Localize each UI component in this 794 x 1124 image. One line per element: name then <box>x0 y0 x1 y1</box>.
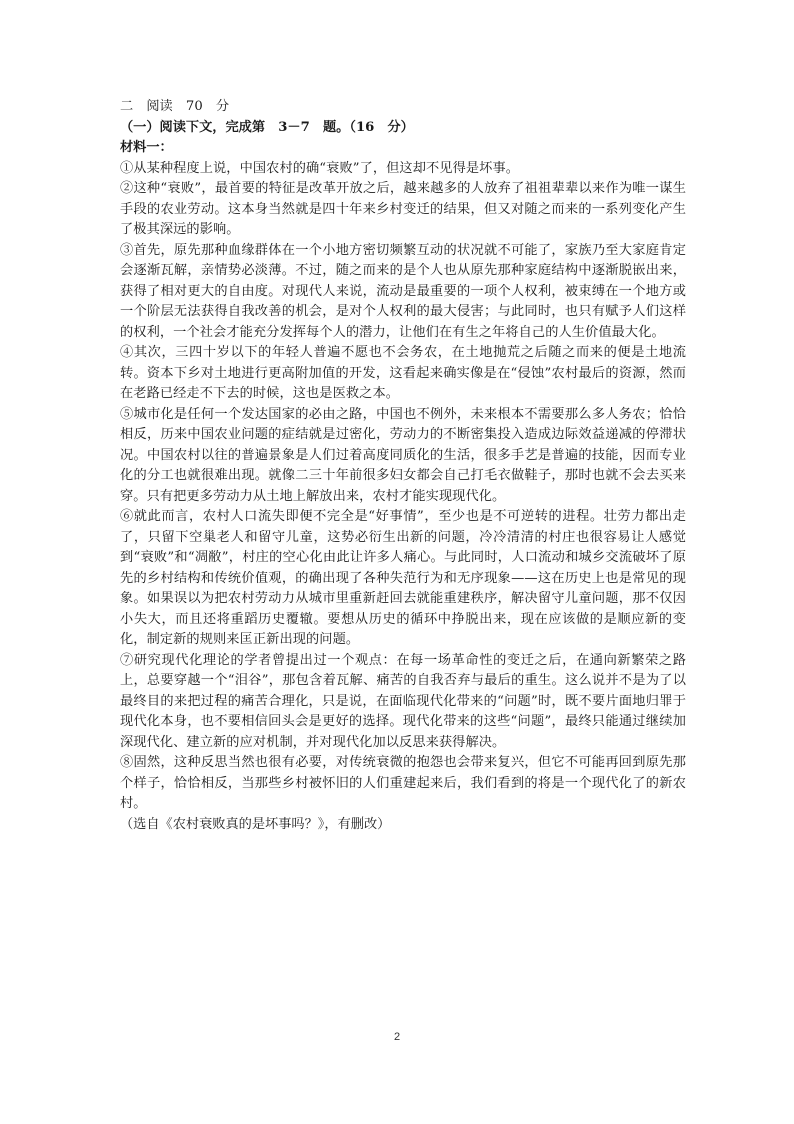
page-number: 2 <box>393 1031 401 1043</box>
paragraph-4: ④其次，三四十岁以下的年轻人普遍不愿也不会务农，在土地抛荒之后随之而来的便是土地流转。资本下乡对土地进行更高附加值的开发，这看起来确实像是在“侵蚀”农村最后的资源，然而在老路已经走不下去的时候，这也是医救之本。 <box>120 345 686 401</box>
paragraph-5: ⑤城市化是任何一个发达国家的必由之路，中国也不例外，未来根本不需要那么多人务农；恰恰相反，历来中国农业问题的症结就是过密化，劳动力的不断密集投入造成边际效益递减的停滞状况。中国农村以往的普遍景象是人们过着高度同质化的生活，很多手艺是普遍的技能，因而专业化的分工也就很难出现。就像二三十年前很多妇女都会自己打毛衣做鞋子，那时也就不会去买来穿。只有把更多劳动力从土地上解放出来，农村才能实现现代化。 <box>120 406 686 504</box>
paragraph-8: ⑧固然，这种反思当然也很有必要，对传统衰微的抱怨也会带来复兴，但它不可能再回到原先那个样子，恰恰相反，当那些乡村被怀旧的人们重建起来后，我们看到的将是一个现代化了的新农村。 <box>120 755 686 811</box>
question-instruction: （一）阅读下文，完成第 3－7 题。（16 分） <box>120 119 414 135</box>
source-citation: （选自《农村衰败真的是坏事吗？》，有删改） <box>120 816 391 832</box>
paragraph-1: ①从某种程度上说，中国农村的确“衰败”了，但这却不见得是坏事。 <box>120 160 520 176</box>
document-body <box>120 97 686 835</box>
material-label: 材料一： <box>120 140 173 155</box>
section-title: 二 阅读 70 分 <box>120 99 230 114</box>
paragraph-3: ③首先，原先那种血缘群体在一个小地方密切频繁互动的状况就不可能了，家族乃至大家庭肯定会逐渐瓦解，亲情势必淡薄。不过，随之而来的是个人也从原先那种家庭结构中逐渐脱嵌出来，获得了相对更大的自由度。对现代人来说，流动是最重要的一项个人权利，被束缚在一个地方或一个阶层无法获得自我改善的机会，是对个人权利的最大侵害；与此同时，也只有赋予人们这样的权利，一个社会才能充分发挥每个人的潜力，让他们在有生之年将自己的人生价值最大化。 <box>120 242 686 340</box>
paragraph-7: ⑦研究现代化理论的学者曾提出过一个观点：在每一场革命性的变迁之后，在通向新繁荣之路上，总要穿越一个“泪谷”，那包含着瓦解、痛苦的自我否弃与最后的重生。这么说并不是为了以最终目的来把过程的痛苦合理化，只是说，在面临现代化带来的“问题”时，既不要片面地归罪于现代化本身，也不要相信回头会是更好的选择。现代化带来的这些“问题”，最终只能通过继续加深现代化、建立新的应对机制，并对现代化加以反思来获得解决。 <box>120 652 686 750</box>
paragraph-2: ②这种“衰败”，最首要的特征是改革开放之后，越来越多的人放弃了祖祖辈辈以来作为唯一谋生手段的农业劳动。这本身当然就是四十年来乡村变迁的结果，但又对随之而来的一系列变化产生了极其深远的影响。 <box>120 181 686 237</box>
paragraph-6: ⑥就此而言，农村人口流失即便不完全是“好事情”，至少也是不可逆转的进程。壮劳力都出走了，只留下空巢老人和留守儿童，这势必衍生出新的问题，冷冷清清的村庄也很容易让人感觉到“衰败”和“凋敝”，村庄的空心化由此让许多人痛心。与此同时，人口流动和城乡交流破坏了原先的乡村结构和传统价值观，的确出现了各种失范行为和无序现象——这在历史上也是常见的现象。如果误以为把农村劳动力从城市里重新赶回去就能重建秩序，解决留守儿童问题，那不仅因小失大，而且还将重蹈历史覆辙。要想从历史的循环中挣脱出来，现在应该做的是顺应新的变化，制定新的规则来匡正新出现的问题。 <box>120 509 686 647</box>
